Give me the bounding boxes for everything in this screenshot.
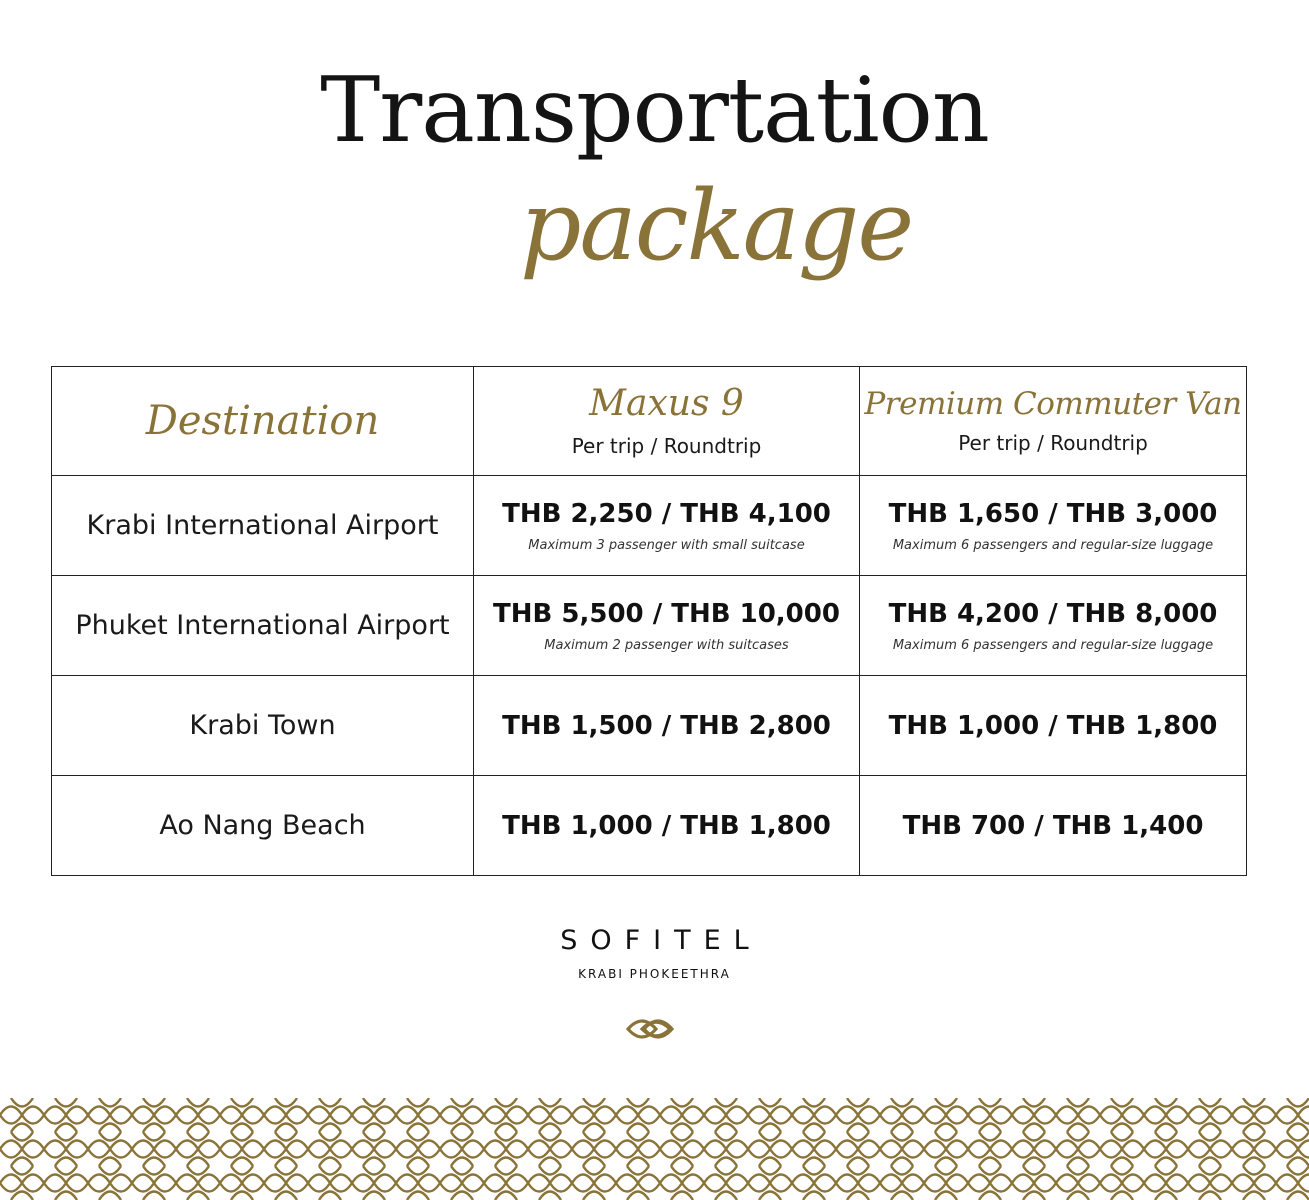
van-note: Maximum 6 passengers and regular-size luggage	[892, 537, 1214, 553]
maxus-price-cell	[474, 676, 860, 776]
van-subheader: Per trip / Roundtrip	[958, 431, 1148, 456]
van-price: THB 1,650 / THB 3,000	[888, 498, 1218, 529]
destination-header: Destination	[145, 398, 380, 444]
maxus-note: Maximum 2 passenger with suitcases	[544, 637, 789, 653]
sofitel-rings-icon	[624, 1012, 688, 1046]
pricing-table	[51, 366, 1247, 876]
table-row	[52, 576, 1247, 676]
destination-cell: Phuket International Airport	[52, 576, 474, 676]
maxus-price: THB 5,500 / THB 10,000	[493, 598, 840, 629]
maxus-header: Maxus 9	[589, 383, 744, 425]
gold-lattice-pattern	[0, 1098, 1309, 1200]
table-row	[52, 776, 1247, 876]
van-price-cell	[860, 676, 1247, 776]
van-header: Premium Commuter Van	[864, 385, 1242, 422]
brand-location: KRABI PHOKEETHRA	[578, 967, 731, 981]
maxus-price: THB 2,250 / THB 4,100	[502, 498, 831, 529]
van-header-cell	[860, 367, 1247, 476]
maxus-price-cell	[474, 576, 860, 676]
van-price: THB 700 / THB 1,400	[902, 810, 1204, 841]
maxus-price: THB 1,500 / THB 2,800	[502, 710, 831, 741]
destination-cell: Krabi Town	[52, 676, 474, 776]
van-price-cell	[860, 576, 1247, 676]
maxus-note: Maximum 3 passenger with small suitcase	[528, 537, 805, 553]
maxus-header-cell	[474, 367, 860, 476]
destination-header-cell	[52, 367, 474, 476]
page-subtitle: package	[520, 170, 913, 282]
destination-cell: Ao Nang Beach	[52, 776, 474, 876]
page-title: Transportation	[320, 58, 989, 163]
van-price: THB 1,000 / THB 1,800	[888, 710, 1218, 741]
van-note: Maximum 6 passengers and regular-size luggage	[892, 637, 1214, 653]
destination-cell: Krabi International Airport	[52, 476, 474, 576]
table-header-row	[52, 367, 1247, 476]
maxus-subheader: Per trip / Roundtrip	[571, 433, 762, 458]
van-price: THB 4,200 / THB 8,000	[888, 598, 1218, 629]
table-row	[52, 476, 1247, 576]
maxus-price-cell	[474, 476, 860, 576]
maxus-price-cell	[474, 776, 860, 876]
van-price-cell	[860, 476, 1247, 576]
brand-logo: SOFITEL	[560, 925, 762, 956]
maxus-price: THB 1,000 / THB 1,800	[502, 810, 831, 841]
van-price-cell	[860, 776, 1247, 876]
table-row	[52, 676, 1247, 776]
